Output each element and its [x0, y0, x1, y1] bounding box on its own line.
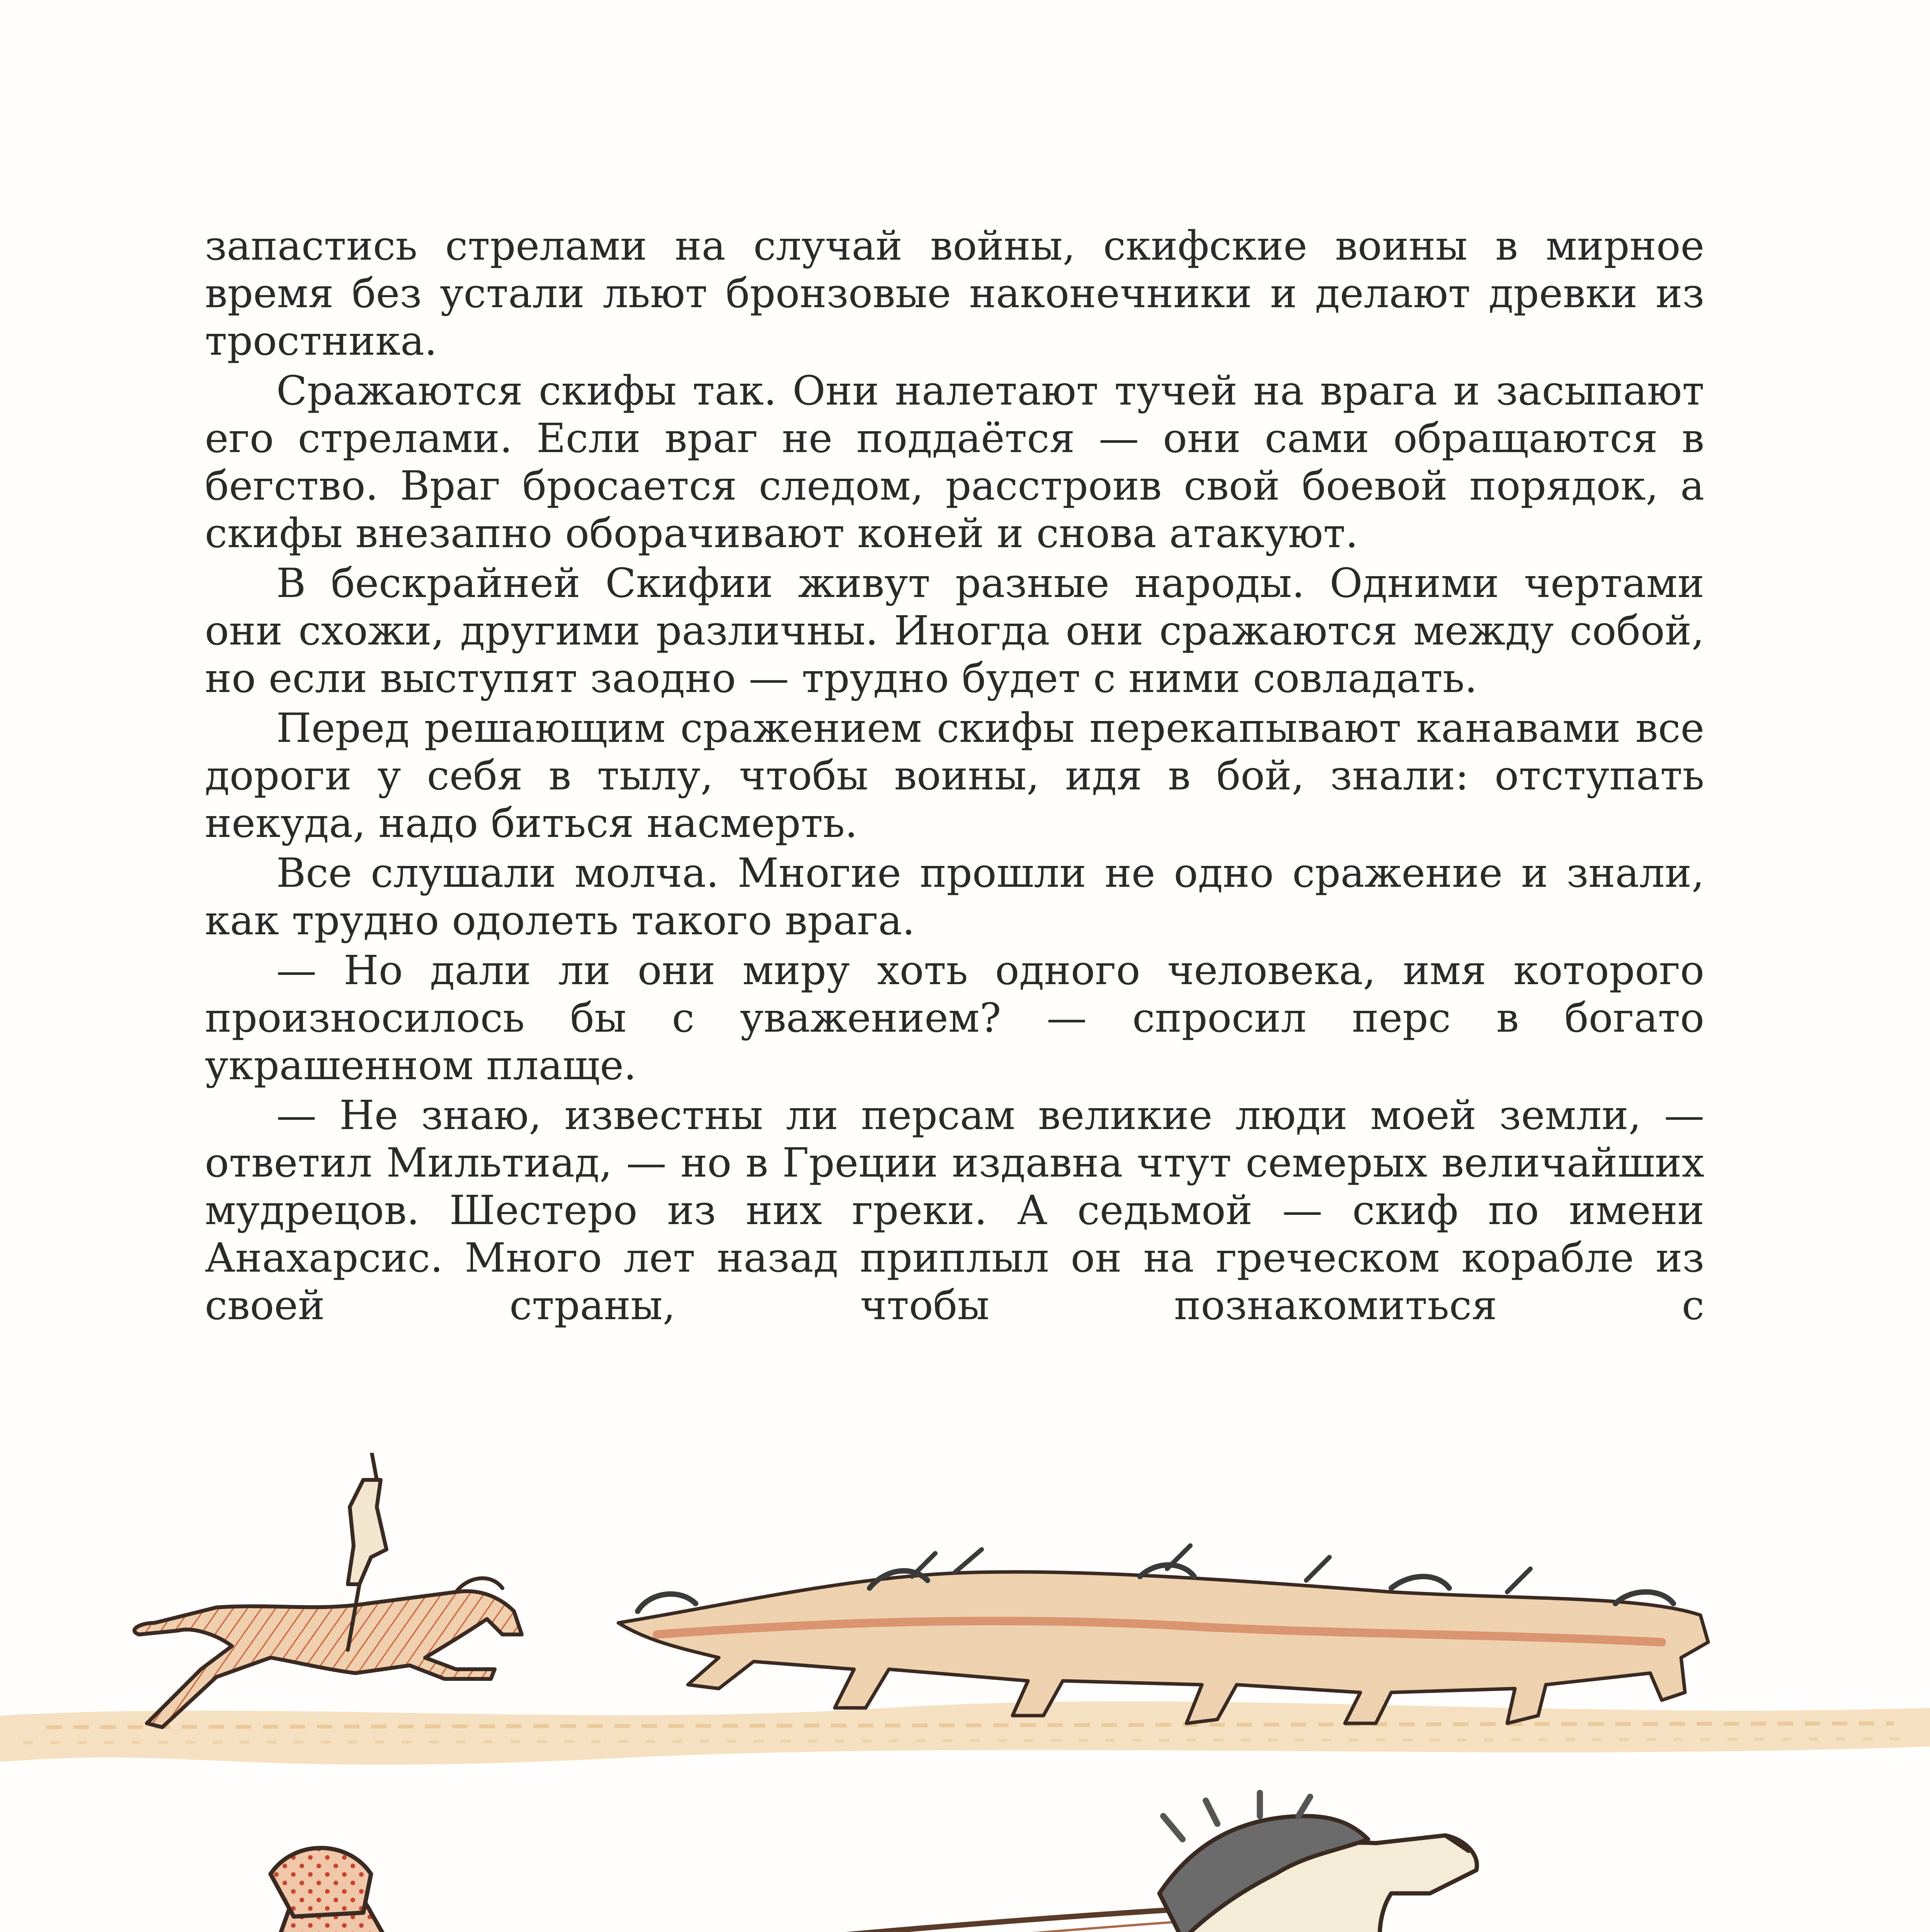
ground-band [0, 1701, 1930, 1765]
rider-on-horse [134, 1453, 522, 1727]
lasso-rope [406, 1917, 1252, 1932]
paragraph: Все слушали молча. Многие прошли не одно сражение и знали, как трудно одолеть такого врага. [205, 849, 1704, 944]
paragraph: В бескрайней Скифии живут разные народы. Одними чертами они схожи, другими различны. Иногда они сражаются между собой, но если выступят заодно — трудно будет с ними совладать. [205, 560, 1704, 702]
text-block [205, 222, 1704, 1332]
paragraph: Сражаются скифы так. Они налетают тучей на врага и засыпают его стрелами. Если враг не поддаётся — они сами обращаются в бегство. Враг бросается следом, расстроив свой боевой порядок, а скифы внезапно оборачивают коней и снова атакуют. [205, 367, 1704, 557]
paragraph: Перед решающим сражением скифы перекапывают канавами все дороги у себя в тылу, чтобы воины, идя в бой, знали: отступать некуда, надо биться насмерть. [205, 704, 1704, 847]
illustration [0, 1453, 1930, 1932]
paragraph: — Но дали ли они миру хоть одного человека, имя которого произносилось бы с уважением? — спросил перс в богато украшенном плаще. [205, 947, 1704, 1089]
scythian-man-with-lasso [170, 1848, 549, 1932]
horse-herd [618, 1546, 1708, 1723]
paragraph: запастись стрелами на случай войны, скифские воины в мирное время без устали льют бронзовые наконечники и делают древки из тростника. [205, 222, 1704, 364]
paragraph: — Не знаю, известны ли персам великие люди моей земли, — ответил Мильтиад, — но в Греции издавна чтут семерых величайших мудрецов. Шестеро из них греки. А седьмой — скиф по имени Анахарсис. Много лет назад приплыл он на греческом корабле из своей страны, чтобы познакомиться с [205, 1092, 1704, 1329]
